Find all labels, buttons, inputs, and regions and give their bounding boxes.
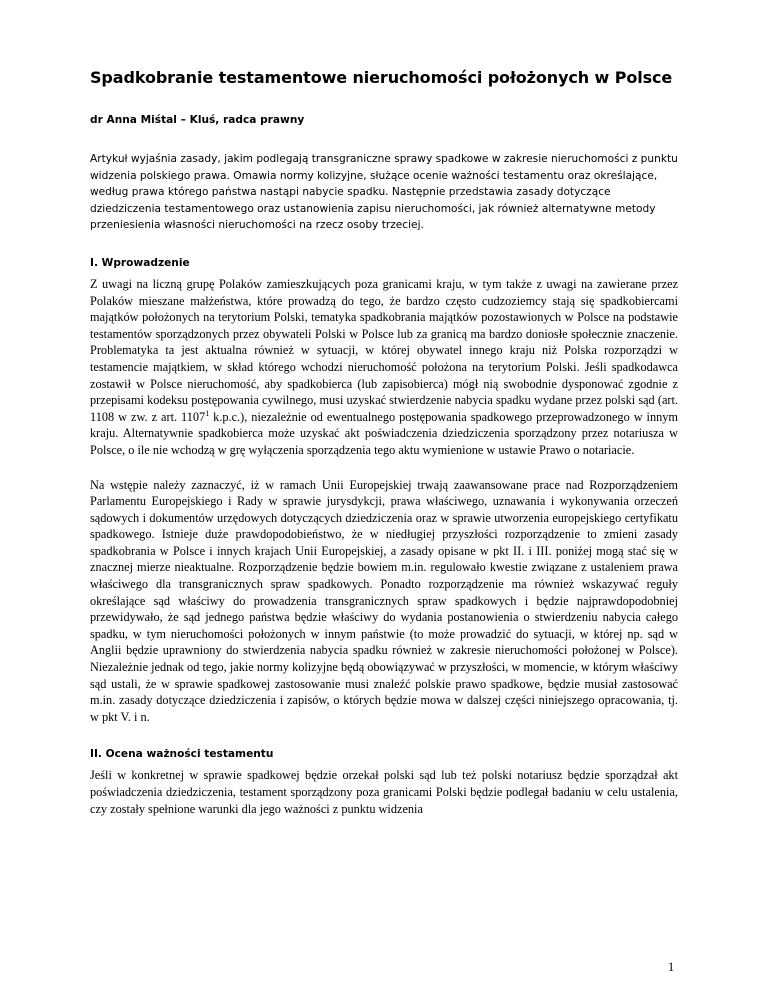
section-heading-introduction: I. Wprowadzenie [90,256,190,269]
document-body [90,68,678,817]
abstract-paragraph: Artykuł wyjaśnia zasady, jakim podlegają transgraniczne sprawy spadkowe w zakresie nieruchomości z punktu widzenia polskiego prawa. Omawia normy kolizyjne, służące ocenie ważności testamentu oraz określające, według prawa którego państwa nastąpi nabycie spadku. Następnie przedstawia zasady dotyczące dziedziczenia testamentowego oraz ustanowienia zapisu nieruchomości, jak również alternatywne metody przeniesienia własności nieruchomości na rzecz osoby trzeciej. [90,153,678,232]
validity-paragraph-1: Jeśli w konkretnej w sprawie spadkowej będzie orzekał polski sąd lub też polski notariusz będzie sporządzał akt poświadczenia dziedziczenia, testament sporządzony poza granicami Polski będzie podlegał badaniu w celu ustalenia, czy zostały spełnione warunki dla jego ważności z punktu widzenia [90,768,678,816]
footnote-superscript: 1 [205,408,210,418]
author-line: dr Anna Miśtal – Kluś, radca prawny [90,114,305,126]
intro-paragraph-2: Na wstępie należy zaznaczyć, iż w ramach Unii Europejskiej trwają zaawansowane prace nad Rozporządzeniem Parlamentu Europejskiego i Rady w sprawie jurysdykcji, prawa właściwego, uznawania i wykonywania orzeczeń sądowych i dokumentów urzędowych dotyczących dziedziczenia oraz w sprawie utworzenia europejskiego certyfikatu spadkowego. Istnieje duże prawdopodobieństwo, że w niedługiej przyszłości rozporządzenie to zmieni zasady spadkobrania w Polsce i innych krajach Unii Europejskiej, a zasady opisane w pkt II. i III. poniżej mogą stać się w znacznej mierze nieaktualne. Rozporządzenie będzie bowiem m.in. regulowało kwestie związane z ustaleniem prawa właściwego dla transgranicznych spraw spadkowych. Ponadto rozporządzenie ma również wskazywać reguły określające sąd właściwy do prowadzenia transgranicznych spraw spadkowych i będzie najprawdopodobniej przewidywało, że sąd jednego państwa będzie właściwy do wydania postanowienia o stwierdzeniu nabycia całego spadku, w tym nieruchomości położonych w innym państwie (to może prowadzić do sytuacji, w której np. sąd w Anglii będzie uprawniony do stwierdzenia nabycia spadku również w zakresie nieruchomości położonej w Polsce). Niezależnie jednak od tego, jakie normy kolizyjne będą obowiązywać w przyszłości, w momencie, w którym właściwy sąd ustali, że w sprawie spadkowej zastosowanie musi znaleźć polskie prawo spadkowe, będzie musiał zastosować m.in. zasady dotyczące dziedziczenia i zapisów, o których będzie mowa w dalszej części niniejszego opracowania, tj. w pkt V. i n. [90,477,678,724]
page-number: 1 [668,960,675,974]
intro-paragraph-1-text: Z uwagi na liczną grupę Polaków zamieszkujących poza granicami kraju, w tym także z uwagi na zawierane przez Polaków mieszane małżeństwa, które prowadzą do tego, że bardzo często cudzoziemcy stają się spadkobiercami majątków położonych na terytorium Polski, tematyka spadkobrania majątków pozostawionych w Polsce na podstawie testamentów sporządzonych przez obywateli Polski w Polsce lub za granicą ma bardzo doniosłe społecznie znaczenie. Problematyka ta jest aktualna również w sytuacji, w której obywatel innego kraju niż Polska rozporządzi w testamencie majątkiem, w skład którego wchodzi nieruchomość położona na terytorium Polski. Jeśli spadkodawca zostawił w Polsce nieruchomość, aby spadkobierca (lub zapisobierca) mógł nią swobodnie dysponować zgodnie z przepisami kodeksu postępowania cywilnego, musi uzyskać stwierdzenie nabycia spadku wydane przez polski sąd (art. 1108 w zw. z art. 1107 [90,276,678,424]
intro-paragraph-1-text-cont: k.p.c.), niezależnie od ewentualnego postępowania spadkowego przeprowadzonego w innym kraju. Alternatywnie spadkobierca może uzyskać akt poświadczenia dziedziczenia sporządzony przez notariusza w Polsce, o ile nie wchodzą w grę wyłączenia sporządzenia tego aktu wymienione w ustawie Prawo o notariacie. [90,409,678,457]
document-title: Spadkobranie testamentowe nieruchomości położonych w Polsce [90,68,673,87]
section-heading-will-validity: II. Ocena ważności testamentu [90,748,274,761]
intro-paragraph-1 [90,276,678,459]
